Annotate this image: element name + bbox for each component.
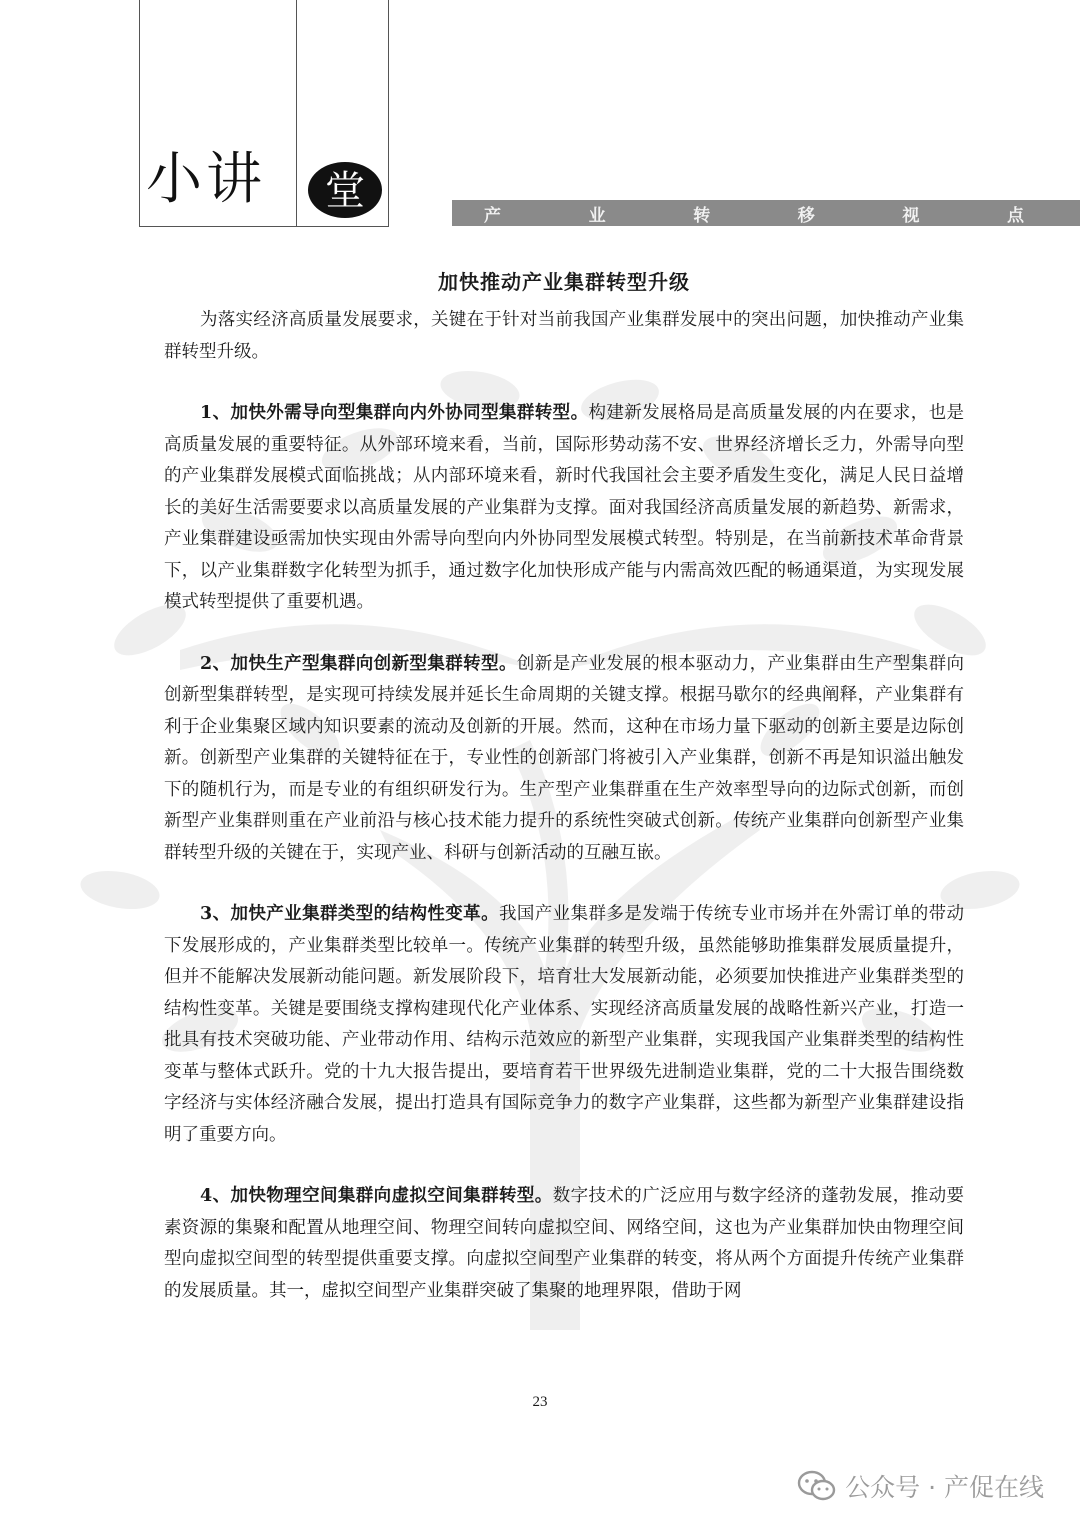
column-logo-text: 小讲 <box>146 147 266 212</box>
seal-char: 堂 <box>325 168 365 214</box>
header-frame-line <box>388 0 389 226</box>
section-paragraph <box>164 398 964 619</box>
header-frame-line <box>139 226 389 227</box>
section-heading: 4、加快物理空间集群向虚拟空间集群转型。 <box>200 1186 553 1206</box>
banner-char: 视 <box>902 205 920 226</box>
article-title: 加快推动产业集群转型升级 <box>438 270 690 294</box>
watermark-text: 公众号 · 产促在线 <box>845 1473 1044 1502</box>
section-paragraph <box>164 1181 964 1307</box>
section-text: 创新是产业发展的根本驱动力，产业集群由生产型集群向创新型集群转型，是实现可持续发展并延长生命周期的关键支撑。根据马歇尔的经典阐释，产业集群有利于企业集聚区域内知识要素的流动及创新的开展。然而，这种在市场力量下驱动的创新主要是边际创新。创新型产业集群的关键特征在于，专业性的创新部门将被引入产业集群，创新不再是知识溢出触发下的随机行为，而是专业的有组织研发行为。生产型产业集群重在生产效率型导向的边际式创新，而创新型产业集群则重在产业前沿与核心技术能力提升的系统性突破式创新。传统产业集群向创新型产业集群转型升级的关键在于，实现产业、科研与创新活动的互融互嵌。 <box>164 653 964 863</box>
header-frame-line <box>139 0 140 226</box>
header-frame-line <box>296 0 297 226</box>
wechat-icon <box>797 1470 837 1502</box>
section-text: 数字技术的广泛应用与数字经济的蓬勃发展，推动要素资源的集聚和配置从地理空间、物理空间转向虚拟空间、网络空间，这也为产业集群加快由物理空间型向虚拟空间型的转型提供重要支撑。向虚拟空间型产业集群的转变，将从两个方面提升传统产业集群的发展质量。其一，虚拟空间型产业集群突破了集聚的地理界限，借助于网 <box>164 1186 964 1301</box>
section-heading: 3、加快产业集群类型的结构性变革。 <box>200 904 499 924</box>
intro-paragraph: 为落实经济高质量发展要求，关键在于针对当前我国产业集群发展中的突出问题，加快推动产业集群转型升级。 <box>164 310 964 362</box>
banner-char: 业 <box>588 205 606 226</box>
section-paragraph <box>164 899 964 1151</box>
banner-char: 移 <box>797 205 815 226</box>
section-text: 我国产业集群多是发端于传统专业市场并在外需订单的带动下发展形成的，产业集群类型比较单一。传统产业集群的转型升级，虽然能够助推集群发展质量提升，但并不能解决发展新动能问题。新发展阶段下，培育壮大发展新动能，必须要加快推进产业集群类型的结构性变革。关键是要围绕支撑构建现代化产业体系、实现经济高质量发展的战略性新兴产业，打造一批具有技术突破功能、产业带动作用、结构示范效应的新型产业集群，实现我国产业集群类型的结构性变革与整体式跃升。党的十九大报告提出，要培育若干世界级先进制造业集群，党的二十大报告围绕数字经济与实体经济融合发展，提出打造具有国际竞争力的数字产业集群，这些都为新型产业集群建设指明了重要方向。 <box>164 904 964 1145</box>
section-heading: 1、加快外需导向型集群向内外协同型集群转型。 <box>200 403 589 423</box>
section-banner <box>452 200 1080 226</box>
banner-char: 产 <box>484 205 501 226</box>
banner-char: 转 <box>693 205 711 226</box>
section-paragraph <box>164 649 964 870</box>
banner-char: 点 <box>1006 205 1024 226</box>
section-text: 构建新发展格局是高质量发展的内在要求，也是高质量发展的重要特征。从外部环境来看，当前，国际形势动荡不安、世界经济增长乏力，外需导向型的产业集群发展模式面临挑战；从内部环境来看，新时代我国社会主要矛盾发生变化，满足人民日益增长的美好生活需要要求以高质量发展的产业集群为支撑。面对我国经济高质量发展的新趋势、新需求，产业集群建设亟需加快实现由外需导向型向内外协同型发展模式转型。特别是，在当前新技术革命背景下，以产业集群数字化转型为抓手，通过数字化加快形成产能与内需高效匹配的畅通渠道，为实现发展模式转型提供了重要机遇。 <box>164 403 964 612</box>
column-logo-seal <box>306 160 384 220</box>
page-number: 23 <box>532 1394 548 1410</box>
section-heading: 2、加快生产型集群向创新型集群转型。 <box>200 653 517 674</box>
article-body <box>164 262 964 1307</box>
wechat-account-watermark <box>797 1468 1044 1504</box>
